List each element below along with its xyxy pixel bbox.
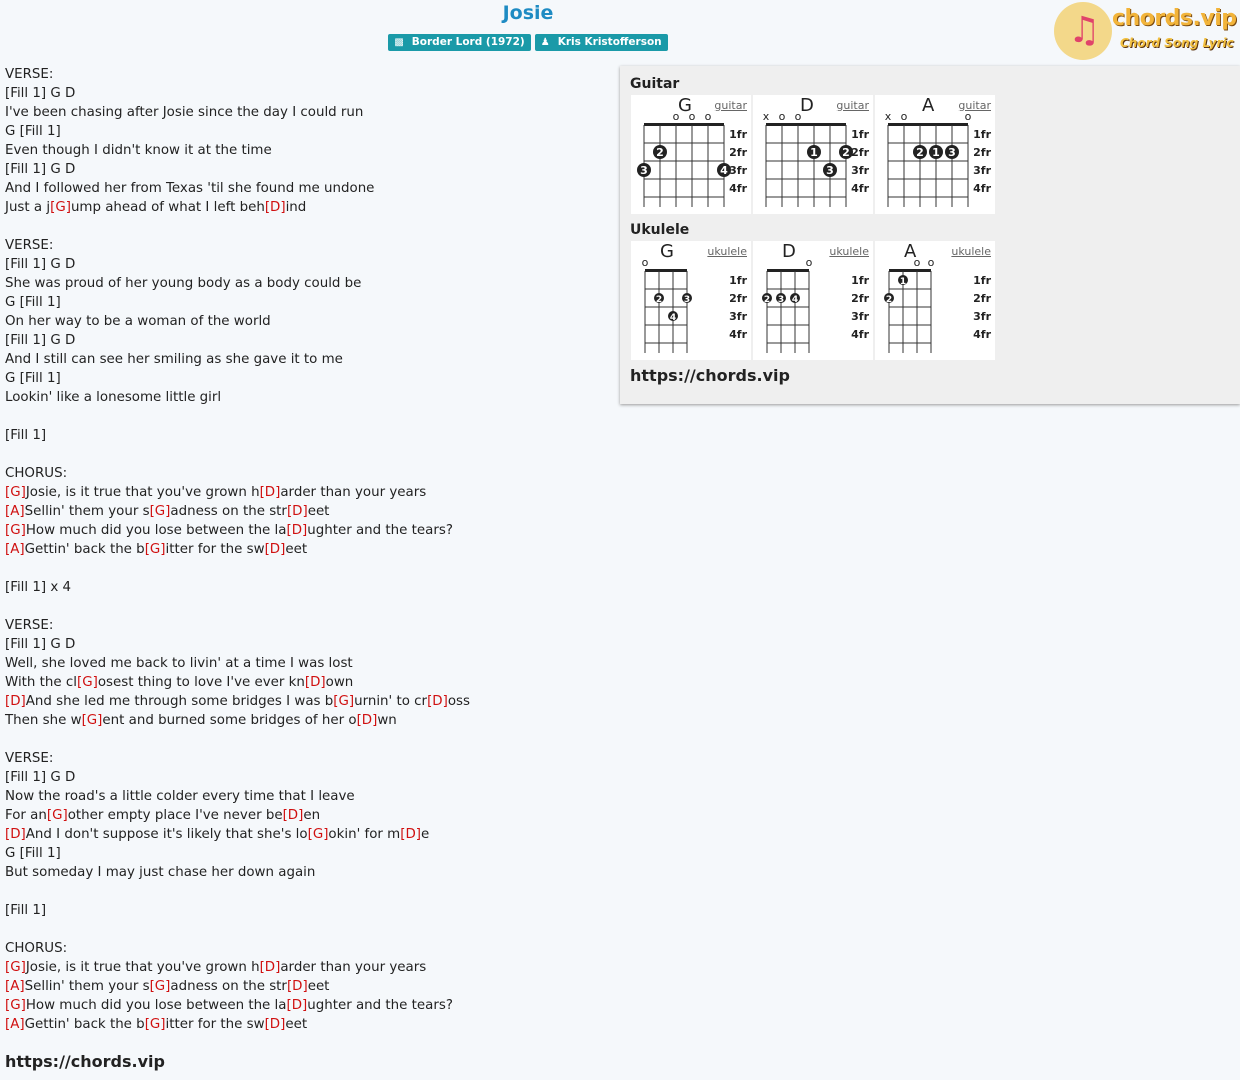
chord-link[interactable]: [G] — [149, 504, 171, 519]
blank-line — [5, 920, 605, 939]
lyric-line — [5, 635, 605, 654]
lyric-line — [5, 198, 605, 217]
chord-card-g[interactable] — [631, 95, 751, 214]
lyric-text: VERSE: — [5, 618, 54, 633]
lyric-text: But someday I may just chase her down again — [5, 865, 316, 880]
lyric-text: With the cl — [5, 675, 77, 690]
lyric-text: [Fill 1] x 4 — [5, 580, 72, 595]
fret-label: 4fr — [729, 328, 747, 341]
open-string-marker: o — [641, 256, 649, 269]
guitar-section-label: Guitar — [630, 76, 680, 92]
lyric-text: Even though I didn't know it at the time — [5, 143, 272, 158]
chord-name: D — [782, 241, 796, 262]
finger-number: 2 — [656, 146, 664, 159]
chord-name: D — [800, 95, 814, 116]
chord-link[interactable]: [D] — [5, 827, 26, 842]
lyric-line — [5, 806, 605, 825]
guitar-icon: ♫ — [1068, 10, 1101, 51]
fret-label: 2fr — [729, 292, 747, 305]
fret-label: 2fr — [729, 146, 747, 159]
lyric-line — [5, 483, 605, 502]
lyric-text: And I don't suppose it's likely that she's lo — [25, 827, 308, 842]
chord-card-d[interactable] — [753, 241, 873, 360]
open-string-marker: o — [964, 110, 972, 123]
finger-number: 2 — [842, 146, 850, 159]
chord-link[interactable]: [D] — [259, 485, 281, 500]
chord-name: A — [904, 241, 917, 262]
finger-number: 4 — [791, 295, 799, 305]
lyric-line — [5, 540, 605, 559]
lyric-text: VERSE: — [5, 751, 54, 766]
finger-number: 2 — [885, 295, 893, 305]
chord-card-a[interactable] — [875, 95, 995, 214]
open-string-marker: o — [794, 110, 802, 123]
lyric-text: And I still can see her smiling as she gave it to me — [5, 352, 343, 367]
lyric-text: How much did you lose between the la — [25, 998, 287, 1013]
chord-diagram — [875, 95, 995, 214]
finger-number: 4 — [720, 164, 728, 177]
lyric-text: [Fill 1] — [5, 903, 47, 918]
chord-card-a[interactable] — [875, 241, 995, 360]
open-string-marker: o — [704, 110, 712, 123]
lyric-text: Just a j — [5, 200, 51, 215]
chord-diagram — [753, 95, 873, 214]
lyric-text: CHORUS: — [5, 466, 68, 481]
lyric-line — [5, 901, 605, 920]
panel-url[interactable]: https://chords.vip — [630, 366, 790, 385]
muted-string-marker: x — [762, 110, 770, 123]
finger-number: 1 — [810, 146, 818, 159]
site-logo[interactable] — [1054, 2, 1237, 62]
lyric-line — [5, 464, 605, 483]
chord-link[interactable]: [D] — [427, 694, 448, 709]
instrument-link[interactable]: guitar — [958, 99, 991, 112]
fret-label: 2fr — [973, 292, 991, 305]
blank-line — [5, 217, 605, 236]
chord-link[interactable]: [A] — [5, 504, 25, 519]
chord-name: A — [922, 95, 935, 116]
lyric-text: She was proud of her young body as a body could be — [5, 276, 362, 291]
lyric-line — [5, 103, 605, 122]
lyric-line — [5, 255, 605, 274]
lyric-text: How much did you lose between the la — [25, 523, 287, 538]
lyric-line — [5, 1015, 605, 1034]
lyric-text: Josie, is it true that you've grown h — [25, 960, 260, 975]
lyric-text: eet — [285, 542, 308, 557]
chord-card-d[interactable] — [753, 95, 873, 214]
lyric-text: [Fill 1] — [5, 428, 47, 443]
lyric-line — [5, 160, 605, 179]
lyric-text: osest thing to love I've ever kn — [97, 675, 305, 690]
artist-tag[interactable] — [535, 34, 668, 51]
lyric-line — [5, 768, 605, 787]
chord-link[interactable]: [D] — [264, 200, 286, 215]
lyric-text: en — [303, 808, 321, 823]
lyric-line — [5, 350, 605, 369]
lyrics-block — [5, 65, 605, 1034]
nut — [644, 123, 724, 126]
lyric-line — [5, 996, 605, 1015]
chord-card-g[interactable] — [631, 241, 751, 360]
fret-label: 4fr — [851, 328, 869, 341]
logo-brand: chords.vip — [1112, 6, 1237, 31]
lyric-text: And she led me through some bridges I was b — [25, 694, 334, 709]
chord-link[interactable]: [A] — [5, 1017, 25, 1032]
chord-diagram — [875, 241, 995, 360]
instrument-link[interactable]: guitar — [836, 99, 869, 112]
nut — [766, 123, 846, 126]
lyric-line — [5, 293, 605, 312]
chord-link[interactable]: [D] — [264, 542, 286, 557]
instrument-link[interactable]: ukulele — [829, 245, 869, 258]
nut — [645, 269, 687, 272]
fret-label: 3fr — [729, 310, 747, 323]
lyric-text: Sellin' them your s — [24, 979, 150, 994]
lyric-text: Now the road's a little colder every time that I leave — [5, 789, 355, 804]
lyric-text: itter for the sw — [165, 1017, 265, 1032]
lyric-line — [5, 65, 605, 84]
chord-link[interactable]: [D] — [5, 694, 26, 709]
album-label: Border Lord (1972) — [411, 36, 525, 48]
lyric-text: ughter and the tears? — [307, 523, 453, 538]
lyric-text: oss — [447, 694, 470, 709]
chord-panel — [620, 66, 1240, 404]
blank-line — [5, 407, 605, 426]
chord-link[interactable]: [D] — [286, 504, 308, 519]
nut — [889, 269, 931, 272]
lyric-text: Josie, is it true that you've grown h — [25, 485, 260, 500]
finger-number: 2 — [916, 146, 924, 159]
lyric-text: [Fill 1] G D — [5, 162, 76, 177]
lyric-text: adness on the str — [170, 979, 287, 994]
lyric-text: eet — [285, 1017, 308, 1032]
fret-label: 3fr — [851, 164, 869, 177]
lyric-line — [5, 787, 605, 806]
lyric-line — [5, 369, 605, 388]
lyric-text: urnin' to cr — [354, 694, 428, 709]
lyric-line — [5, 84, 605, 103]
lyric-text: G [Fill 1] — [5, 846, 61, 861]
finger-number: 4 — [669, 313, 677, 323]
fret-label: 4fr — [729, 182, 747, 195]
lyric-line — [5, 863, 605, 882]
lyric-text: Sellin' them your s — [24, 504, 150, 519]
fret-label: 1fr — [729, 274, 747, 287]
lyric-text: eet — [307, 979, 330, 994]
fret-label: 3fr — [973, 310, 991, 323]
chord-link[interactable]: [D] — [282, 808, 304, 823]
fret-label: 1fr — [851, 274, 869, 287]
chord-diagram — [631, 241, 751, 360]
open-string-marker: o — [927, 256, 935, 269]
chord-link[interactable]: [D] — [264, 1017, 286, 1032]
chord-diagram — [753, 241, 873, 360]
finger-number: 3 — [640, 164, 648, 177]
lyric-line — [5, 141, 605, 160]
open-string-marker: o — [805, 256, 813, 269]
lyric-line — [5, 616, 605, 635]
chord-diagram — [631, 95, 751, 214]
fret-label: 1fr — [851, 128, 869, 141]
lyric-text: arder than your years — [280, 960, 427, 975]
lyric-text: [Fill 1] G D — [5, 333, 76, 348]
chord-link[interactable]: [D] — [286, 998, 308, 1013]
open-string-marker: o — [913, 256, 921, 269]
lyric-text: G [Fill 1] — [5, 371, 61, 386]
fret-label: 3fr — [729, 164, 747, 177]
lyric-text: [Fill 1] G D — [5, 257, 76, 272]
fret-label: 2fr — [851, 292, 869, 305]
lyric-text: adness on the str — [170, 504, 287, 519]
chord-link[interactable]: [G] — [144, 542, 166, 557]
lyric-text: [Fill 1] G D — [5, 86, 76, 101]
lyric-text: G [Fill 1] — [5, 295, 61, 310]
finger-number: 3 — [826, 164, 834, 177]
chord-link[interactable]: [G] — [307, 827, 329, 842]
lyric-line — [5, 958, 605, 977]
lyric-text: And I followed her from Texas 'til she found me undone — [5, 181, 375, 196]
fret-label: 3fr — [973, 164, 991, 177]
lyric-text: ind — [285, 200, 307, 215]
chord-link[interactable]: [A] — [5, 979, 25, 994]
fret-label: 1fr — [973, 274, 991, 287]
fret-label: 4fr — [973, 182, 991, 195]
book-icon: ▩ — [394, 37, 404, 48]
lyric-line — [5, 977, 605, 996]
chord-link[interactable]: [G] — [5, 523, 26, 538]
lyric-line — [5, 312, 605, 331]
fret-label: 2fr — [973, 146, 991, 159]
chord-link[interactable]: [G] — [333, 694, 355, 709]
album-tag[interactable] — [388, 34, 530, 51]
finger-number: 1 — [899, 277, 907, 287]
lyric-text: Gettin' back the b — [24, 1017, 145, 1032]
lyric-text: On her way to be a woman of the world — [5, 314, 271, 329]
nut — [888, 123, 968, 126]
chord-link[interactable]: [D] — [400, 827, 421, 842]
lyric-text: ump ahead of what I left beh — [70, 200, 265, 215]
lyric-line — [5, 274, 605, 293]
lyric-text: eet — [307, 504, 330, 519]
lyric-text: arder than your years — [280, 485, 427, 500]
lyric-line — [5, 825, 605, 844]
chord-link[interactable]: [G] — [5, 485, 26, 500]
chord-link[interactable]: [D] — [259, 960, 281, 975]
lyric-text: [Fill 1] G D — [5, 770, 76, 785]
lyric-line — [5, 692, 605, 711]
chord-link[interactable]: [D] — [286, 523, 308, 538]
lyric-text: okin' for m — [328, 827, 401, 842]
lyric-text: Lookin' like a lonesome little girl — [5, 390, 222, 405]
chord-link[interactable]: [D] — [286, 979, 308, 994]
lyric-text: VERSE: — [5, 238, 54, 253]
chord-name: G — [660, 241, 674, 262]
lyric-text: itter for the sw — [165, 542, 265, 557]
song-title: Josie — [502, 2, 554, 24]
lyric-line — [5, 236, 605, 255]
chord-link[interactable]: [D] — [304, 675, 326, 690]
finger-number: 2 — [763, 295, 771, 305]
finger-number: 3 — [683, 295, 691, 305]
open-string-marker: o — [778, 110, 786, 123]
fret-label: 1fr — [973, 128, 991, 141]
chord-link[interactable]: [G] — [5, 960, 26, 975]
lyric-text: I've been chasing after Josie since the day I could run — [5, 105, 364, 120]
lyric-text: ughter and the tears? — [307, 998, 453, 1013]
lyric-text: VERSE: — [5, 67, 54, 82]
ukulele-section-label: Ukulele — [630, 222, 690, 238]
lyric-line — [5, 521, 605, 540]
lyric-text: other empty place I've never be — [67, 808, 283, 823]
fret-label: 4fr — [973, 328, 991, 341]
fret-label: 3fr — [851, 310, 869, 323]
lyric-line — [5, 388, 605, 407]
blank-line — [5, 597, 605, 616]
blank-line — [5, 445, 605, 464]
finger-number: 1 — [932, 146, 940, 159]
lyric-text: ent and burned some bridges of her o — [102, 713, 357, 728]
footer-url[interactable]: https://chords.vip — [5, 1052, 165, 1071]
instrument-link[interactable]: guitar — [714, 99, 747, 112]
finger-number: 2 — [655, 295, 663, 305]
chord-link[interactable]: [G] — [76, 675, 98, 690]
lyric-text: Gettin' back the b — [24, 542, 145, 557]
chord-link[interactable]: [G] — [5, 998, 26, 1013]
lyric-line — [5, 122, 605, 141]
lyric-text: [Fill 1] G D — [5, 637, 76, 652]
lyric-line — [5, 179, 605, 198]
artist-label: Kris Kristofferson — [557, 36, 662, 48]
lyric-text: CHORUS: — [5, 941, 68, 956]
open-string-marker: o — [688, 110, 696, 123]
chord-link[interactable]: [A] — [5, 542, 25, 557]
lyric-line — [5, 844, 605, 863]
instrument-link[interactable]: ukulele — [951, 245, 991, 258]
lyric-line — [5, 426, 605, 445]
lyric-line — [5, 654, 605, 673]
lyric-text: Then she w — [5, 713, 82, 728]
fret-label: 4fr — [851, 182, 869, 195]
lyric-line — [5, 749, 605, 768]
finger-number: 3 — [948, 146, 956, 159]
chord-link[interactable]: [G] — [81, 713, 103, 728]
song-tags — [0, 34, 1056, 51]
lyric-line — [5, 331, 605, 350]
lyric-text: G [Fill 1] — [5, 124, 61, 139]
open-string-marker: o — [900, 110, 908, 123]
finger-number: 3 — [777, 295, 785, 305]
chord-link[interactable]: [D] — [356, 713, 378, 728]
lyric-text: wn — [377, 713, 397, 728]
lyric-text: For an — [5, 808, 47, 823]
logo-tagline: Chord Song Lyric — [1120, 36, 1234, 50]
muted-string-marker: x — [884, 110, 892, 123]
user-icon: ♟ — [540, 37, 550, 48]
chord-link[interactable]: [G] — [50, 200, 71, 215]
lyric-line — [5, 939, 605, 958]
chord-link[interactable]: [G] — [46, 808, 68, 823]
lyric-line — [5, 502, 605, 521]
chord-link[interactable]: [G] — [149, 979, 171, 994]
blank-line — [5, 882, 605, 901]
fret-label: 1fr — [729, 128, 747, 141]
lyric-line — [5, 711, 605, 730]
blank-line — [5, 559, 605, 578]
instrument-link[interactable]: ukulele — [707, 245, 747, 258]
nut — [767, 269, 809, 272]
blank-line — [5, 730, 605, 749]
chord-name: G — [678, 95, 692, 116]
chord-link[interactable]: [G] — [144, 1017, 166, 1032]
lyric-line — [5, 673, 605, 692]
lyric-text: Well, she loved me back to livin' at a time I was lost — [5, 656, 353, 671]
lyric-line — [5, 578, 605, 597]
lyric-text: own — [325, 675, 354, 690]
lyric-text: e — [421, 827, 430, 842]
open-string-marker: o — [672, 110, 680, 123]
fret-label: 2fr — [851, 146, 869, 159]
